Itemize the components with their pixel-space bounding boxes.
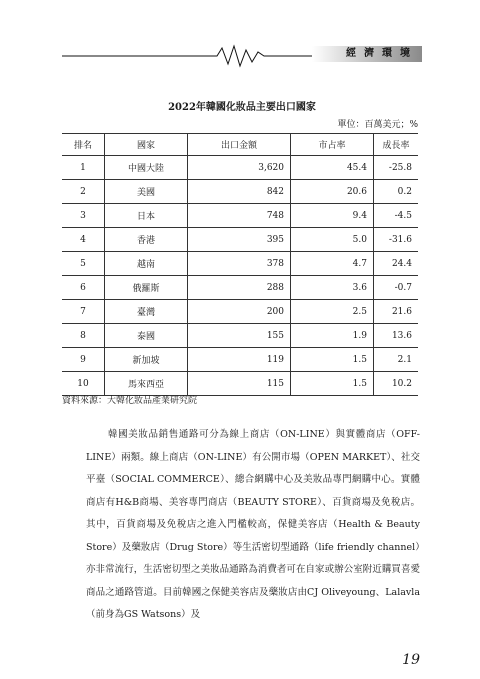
table-title: 2022年韓國化妝品主要出口國家	[168, 102, 316, 113]
share-cell: 5.0	[291, 228, 374, 252]
rank-cell: 10	[62, 372, 105, 396]
share-cell: 2.5	[291, 300, 374, 324]
growth-cell: 21.6	[374, 300, 419, 324]
country-cell: 中國大陸	[105, 156, 188, 180]
table-row	[62, 276, 418, 300]
country-cell: 馬來西亞	[105, 372, 188, 396]
table-row	[62, 300, 418, 324]
country-cell: 臺灣	[105, 300, 188, 324]
amount-cell: 115	[188, 372, 291, 396]
country-cell: 新加坡	[105, 348, 188, 372]
table-row	[62, 372, 418, 396]
amount-cell: 155	[188, 324, 291, 348]
country-cell: 越南	[105, 252, 188, 276]
share-cell: 9.4	[291, 204, 374, 228]
growth-cell: -4.5	[374, 204, 419, 228]
page-number: 19	[402, 652, 420, 668]
country-cell: 泰國	[105, 324, 188, 348]
body-text	[86, 424, 420, 627]
column-header-country: 國家	[105, 134, 188, 156]
amount-cell: 200	[188, 300, 291, 324]
rank-cell: 7	[62, 300, 105, 324]
growth-cell: 2.1	[374, 348, 419, 372]
growth-cell: -31.6	[374, 228, 419, 252]
growth-cell: -0.7	[374, 276, 419, 300]
section-label: 經濟環境	[312, 46, 422, 62]
column-header-growth: 成長率	[374, 134, 419, 156]
amount-cell: 842	[188, 180, 291, 204]
rank-cell: 5	[62, 252, 105, 276]
share-cell: 45.4	[291, 156, 374, 180]
table-unit: 單位：百萬美元；%	[337, 120, 418, 130]
amount-cell: 748	[188, 204, 291, 228]
column-header-amount: 出口金額	[188, 134, 291, 156]
growth-cell: 13.6	[374, 324, 419, 348]
table-source: 資料來源：大韓化妝品產業研究院	[62, 396, 198, 406]
rank-cell: 9	[62, 348, 105, 372]
table-row	[62, 324, 418, 348]
amount-cell: 395	[188, 228, 291, 252]
share-cell: 1.5	[291, 348, 374, 372]
column-header-share: 市占率	[291, 134, 374, 156]
share-cell: 3.6	[291, 276, 374, 300]
rank-cell: 6	[62, 276, 105, 300]
growth-cell: 10.2	[374, 372, 419, 396]
country-cell: 日本	[105, 204, 188, 228]
share-cell: 1.5	[291, 372, 374, 396]
rank-cell: 4	[62, 228, 105, 252]
table-row	[62, 204, 418, 228]
table-body	[62, 156, 418, 396]
paragraph: 韓國美妝品銷售通路可分為線上商店（ON-LINE）與實體商店（OFF-LINE）兩類。線上商店（ON-LINE）有公開市場（OPEN MARKET）、社交平臺（SOCIAL COMMERCE）、總合網購中心及美妝品專門網購中心。實體商店有H&B商場、美容專門商店（BEAUTY STORE）、百貨商場及免稅店。其中，百貨商場及免稅店之進入門檻較高，保健美容店（Health & Beauty Store）及藥妝店（Drug Store）等生活密切型通路（life friendly channel）亦非常流行，生活密切型之美妝品通路為消費者可在自家或辦公室附近購買喜愛商品之通路管道。目前韓國之保健美容店及藥妝店由CJ Oliveyoung、Lalavla（前身為GS Watsons）及	[86, 429, 420, 620]
table-row	[62, 252, 418, 276]
growth-cell: 0.2	[374, 180, 419, 204]
table-row	[62, 348, 418, 372]
column-header-rank: 排名	[62, 134, 105, 156]
country-cell: 俄羅斯	[105, 276, 188, 300]
growth-cell: -25.8	[374, 156, 419, 180]
growth-cell: 24.4	[374, 252, 419, 276]
share-cell: 20.6	[291, 180, 374, 204]
page-header	[62, 44, 422, 68]
country-cell: 美國	[105, 180, 188, 204]
country-cell: 香港	[105, 228, 188, 252]
table-row	[62, 228, 418, 252]
amount-cell: 3,620	[188, 156, 291, 180]
amount-cell: 378	[188, 252, 291, 276]
table-row	[62, 156, 418, 180]
share-cell: 1.9	[291, 324, 374, 348]
rank-cell: 1	[62, 156, 105, 180]
rank-cell: 3	[62, 204, 105, 228]
amount-cell: 119	[188, 348, 291, 372]
export-table	[62, 133, 418, 396]
table-row	[62, 180, 418, 204]
amount-cell: 288	[188, 276, 291, 300]
rank-cell: 2	[62, 180, 105, 204]
table-header-row	[62, 134, 418, 156]
rank-cell: 8	[62, 324, 105, 348]
share-cell: 4.7	[291, 252, 374, 276]
heartbeat-line-icon	[62, 44, 312, 68]
